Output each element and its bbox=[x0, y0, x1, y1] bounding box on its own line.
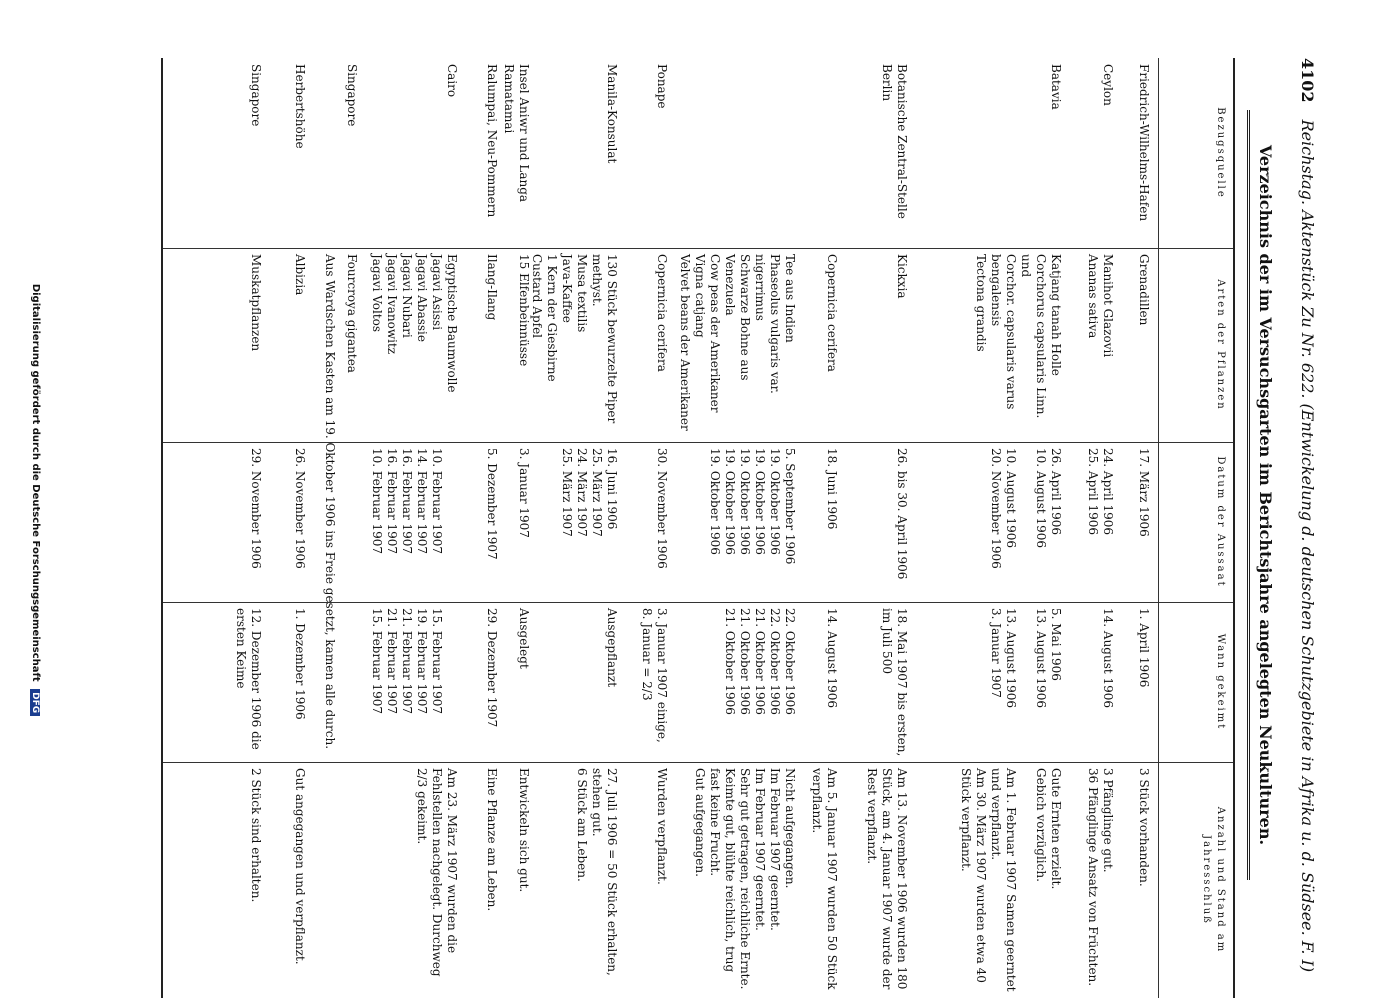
dfg-logo: DFG bbox=[30, 689, 40, 716]
row-source: Herbertshöhe bbox=[293, 64, 307, 149]
row-species: Katjang tanah Holle Corchorus capsularis Linn. und Corchor. capsularis varus bengalensis Tectona grandis bbox=[974, 254, 1063, 419]
row-status: Nicht aufgegangen. Im Februar 1907 geerntet. Im Februar 1907 geerntet. Sehr gut getragen, reichliche Ernte. Keimte gut, blühte reichlich, trug fast keine Frucht. Gut aufgegangen. bbox=[693, 768, 797, 990]
row-status: 2 Stück sind erhalten. bbox=[249, 768, 263, 903]
row-germinated: 22. Oktober 1906 22. Oktober 1906 21. Oktober 1906 21. Oktober 1906 21. Oktober 1906 bbox=[723, 608, 797, 715]
row-sown: 26. bis 30. April 1906 bbox=[895, 448, 909, 580]
row-species: Egyptische Baumwolle Jagavi Asissi Jagavi Abassie Jagavi Nubari Jagavi Ivanowitz Jagavi Voltos bbox=[370, 254, 459, 393]
row-species: Copernicia cerifera bbox=[825, 254, 839, 372]
row-germinated: 12. Dezember 1906 die ersten Keime bbox=[234, 608, 263, 750]
running-title: Reichstag. Aktenstück Zu Nr. 622. (Entwickelung d. deutschen Schutzgebiete in Afrika u. d. Südsee. F. I) bbox=[1298, 119, 1317, 973]
row-species: Copernicia cerifera bbox=[655, 254, 669, 372]
header-sown: Datum der Aussaat bbox=[1215, 456, 1226, 588]
row-species: Manihot Glazovii Ananas sativa bbox=[1086, 254, 1115, 358]
row-status: 3 Stück vorhanden. bbox=[1137, 768, 1151, 887]
row-source: Ralumpai, Neu-Pommern bbox=[485, 64, 499, 218]
row-sown: 17. März 1906 bbox=[1137, 448, 1151, 537]
row-species: Muskatpflanzen bbox=[249, 254, 263, 352]
row-status: Am 23. März 1907 wurden die Fehlstellen nachgelegt. Durchweg 2/3 gekeimt. bbox=[415, 768, 459, 977]
row-source: Batavia bbox=[1049, 64, 1063, 110]
header-species: Arten der Pflanzen bbox=[1215, 279, 1226, 411]
row-germinated: 1. April 1906 bbox=[1137, 608, 1151, 688]
row-germinated: 29. Dezember 1907 bbox=[485, 608, 499, 728]
row-germinated: 3. Januar 1907 einige, 8. Januar = 2/3 bbox=[640, 608, 669, 743]
row-species: 15 Elfenbeinnüsse bbox=[517, 254, 531, 367]
row-source: Manila-Konsulat bbox=[605, 64, 619, 164]
row-status: 27. Juli 1906 = 50 Stück erhalten, stehen gut. 6 Stück am Leben. bbox=[575, 768, 619, 976]
running-header bbox=[1295, 58, 1317, 998]
row-status: Am 13. November 1906 wurden 180 Stück, am 4. Januar 1907 wurde der Rest verpflanzt. bbox=[865, 768, 909, 990]
row-status: Gute Ernten erzielt. Gebich vorzüglich. Am 1. Februar 1907 Samen geerntet und verpflanzt. Am 30. März 1907 wurden etwa 40 Stück verpflanzt. bbox=[959, 768, 1063, 992]
column-divider bbox=[163, 762, 1233, 763]
row-germinated: Ausgepflanzt bbox=[605, 608, 619, 688]
row-sown: 5. Dezember 1907 bbox=[485, 448, 499, 560]
table-header-row bbox=[1158, 58, 1233, 998]
row-status: Wurden verpflanzt. bbox=[655, 768, 669, 885]
row-source: Ceylon bbox=[1101, 64, 1115, 106]
row-source: Ponape bbox=[655, 64, 669, 109]
row-source: Singapore bbox=[249, 64, 263, 127]
row-species: Albizia bbox=[293, 254, 307, 296]
row-status: Am 5. Januar 1907 wurden 50 Stück verpflanzt. bbox=[810, 768, 839, 990]
digitization-text: Digitalisierung gefördert durch die Deutsche Forschungsgemeinschaft bbox=[30, 283, 41, 682]
cultures-table bbox=[163, 58, 1235, 998]
row-species: Grenadillen bbox=[1137, 254, 1151, 326]
column-divider bbox=[163, 248, 1233, 249]
row-status: 3 Pfänglinge gut. 36 Pfänglinge Ansatz von Früchten. bbox=[1086, 768, 1115, 987]
row-germinated: 14. August 1906 bbox=[825, 608, 839, 709]
row-sown: 30. November 1906 bbox=[655, 448, 669, 569]
table-title: Verzeichnis der im Versuchsgarten im Berichtsjahre angelegten Neukulturen. bbox=[1247, 110, 1275, 880]
row-sown: 10. Februar 1907 14. Februar 1907 16. Februar 1907 16. Februar 1907 10. Februar 1907 bbox=[370, 448, 444, 555]
row-germinated: 1. Dezember 1906 bbox=[293, 608, 307, 720]
row-sown: 16. Juni 1906 25. März 1907 24. März 1907 25. März 1907 bbox=[560, 448, 619, 537]
header-germinated: Wann gekeimt bbox=[1215, 633, 1226, 731]
row-source: Cairo bbox=[445, 64, 459, 98]
row-species: Kickxia bbox=[895, 254, 909, 299]
row-species: 130 Stück bewurzelte Piper methyst. Musa textilis Java-Kaffee 1 Kern der Giesbirne Custard Apfel bbox=[530, 254, 619, 424]
header-source: Bezugsquelle bbox=[1215, 107, 1226, 199]
row-species: Fourcroya gigantea bbox=[345, 254, 359, 373]
row-germinated: 5. Mai 1906 13. August 1906 13. August 1906 3. Januar 1907 bbox=[989, 608, 1063, 709]
row-sown: 26. April 1906 10. August 1906 10. August 1906 20. November 1906 bbox=[989, 448, 1063, 569]
row-germinated: 14. August 1906 bbox=[1101, 608, 1115, 709]
row-sown: Aus Wardschen Kasten am 19. Oktober 1906 ins Freie gesetzt, kamen alle durch. bbox=[323, 254, 337, 750]
row-status: Gut angegangen und verpflanzt. bbox=[293, 768, 307, 965]
row-germinated: Ausgelegt bbox=[517, 608, 531, 669]
row-sown: 3. Januar 1907 bbox=[517, 448, 531, 538]
row-sown: 18. Juni 1906 bbox=[825, 448, 839, 530]
row-source: Singapore bbox=[345, 64, 359, 127]
row-source: Friedrich-Wilhelms-Hafen bbox=[1137, 64, 1151, 222]
row-germinated: 15. Februar 1907 19. Februar 1907 21. Februar 1907 21. Februar 1907 15. Februar 1907 bbox=[370, 608, 444, 715]
row-sown: 29. November 1906 bbox=[249, 448, 263, 569]
row-status: Eine Pflanze am Leben. bbox=[485, 768, 499, 912]
page-number: 4102 bbox=[1298, 58, 1317, 103]
row-sown: 24. April 1906 25. April 1906 bbox=[1086, 448, 1115, 536]
row-species: Ilang-Ilang bbox=[485, 254, 499, 321]
row-germinated: 18. Mai 1907 bis ersten, im Juli 500 bbox=[880, 608, 909, 757]
row-species: Tee aus Indien Phaseolus vulgaris var. nigerrimus Schwarze Bohne aus Venezuela Cow peas der Amerikaner Vigna catjang Velvet beans der Amerikaner bbox=[678, 254, 797, 431]
table-bottom-rule bbox=[161, 58, 163, 998]
header-status: Anzahl und Stand am Jahresschluß bbox=[1201, 806, 1226, 954]
digitization-note bbox=[27, 4, 41, 996]
row-sown: 26. November 1906 bbox=[293, 448, 307, 569]
row-status: Entwickeln sich gut. bbox=[517, 768, 531, 893]
row-source: Botanische Zentral-Stelle Berlin bbox=[880, 64, 909, 219]
row-sown: 5. September 1906 19. Oktober 1906 19. Oktober 1906 19. Oktober 1906 19. Oktober 1906 19. Oktober 1906 bbox=[708, 448, 797, 565]
row-source: Insel Aniwr und Langa Ramatamai bbox=[502, 64, 531, 203]
